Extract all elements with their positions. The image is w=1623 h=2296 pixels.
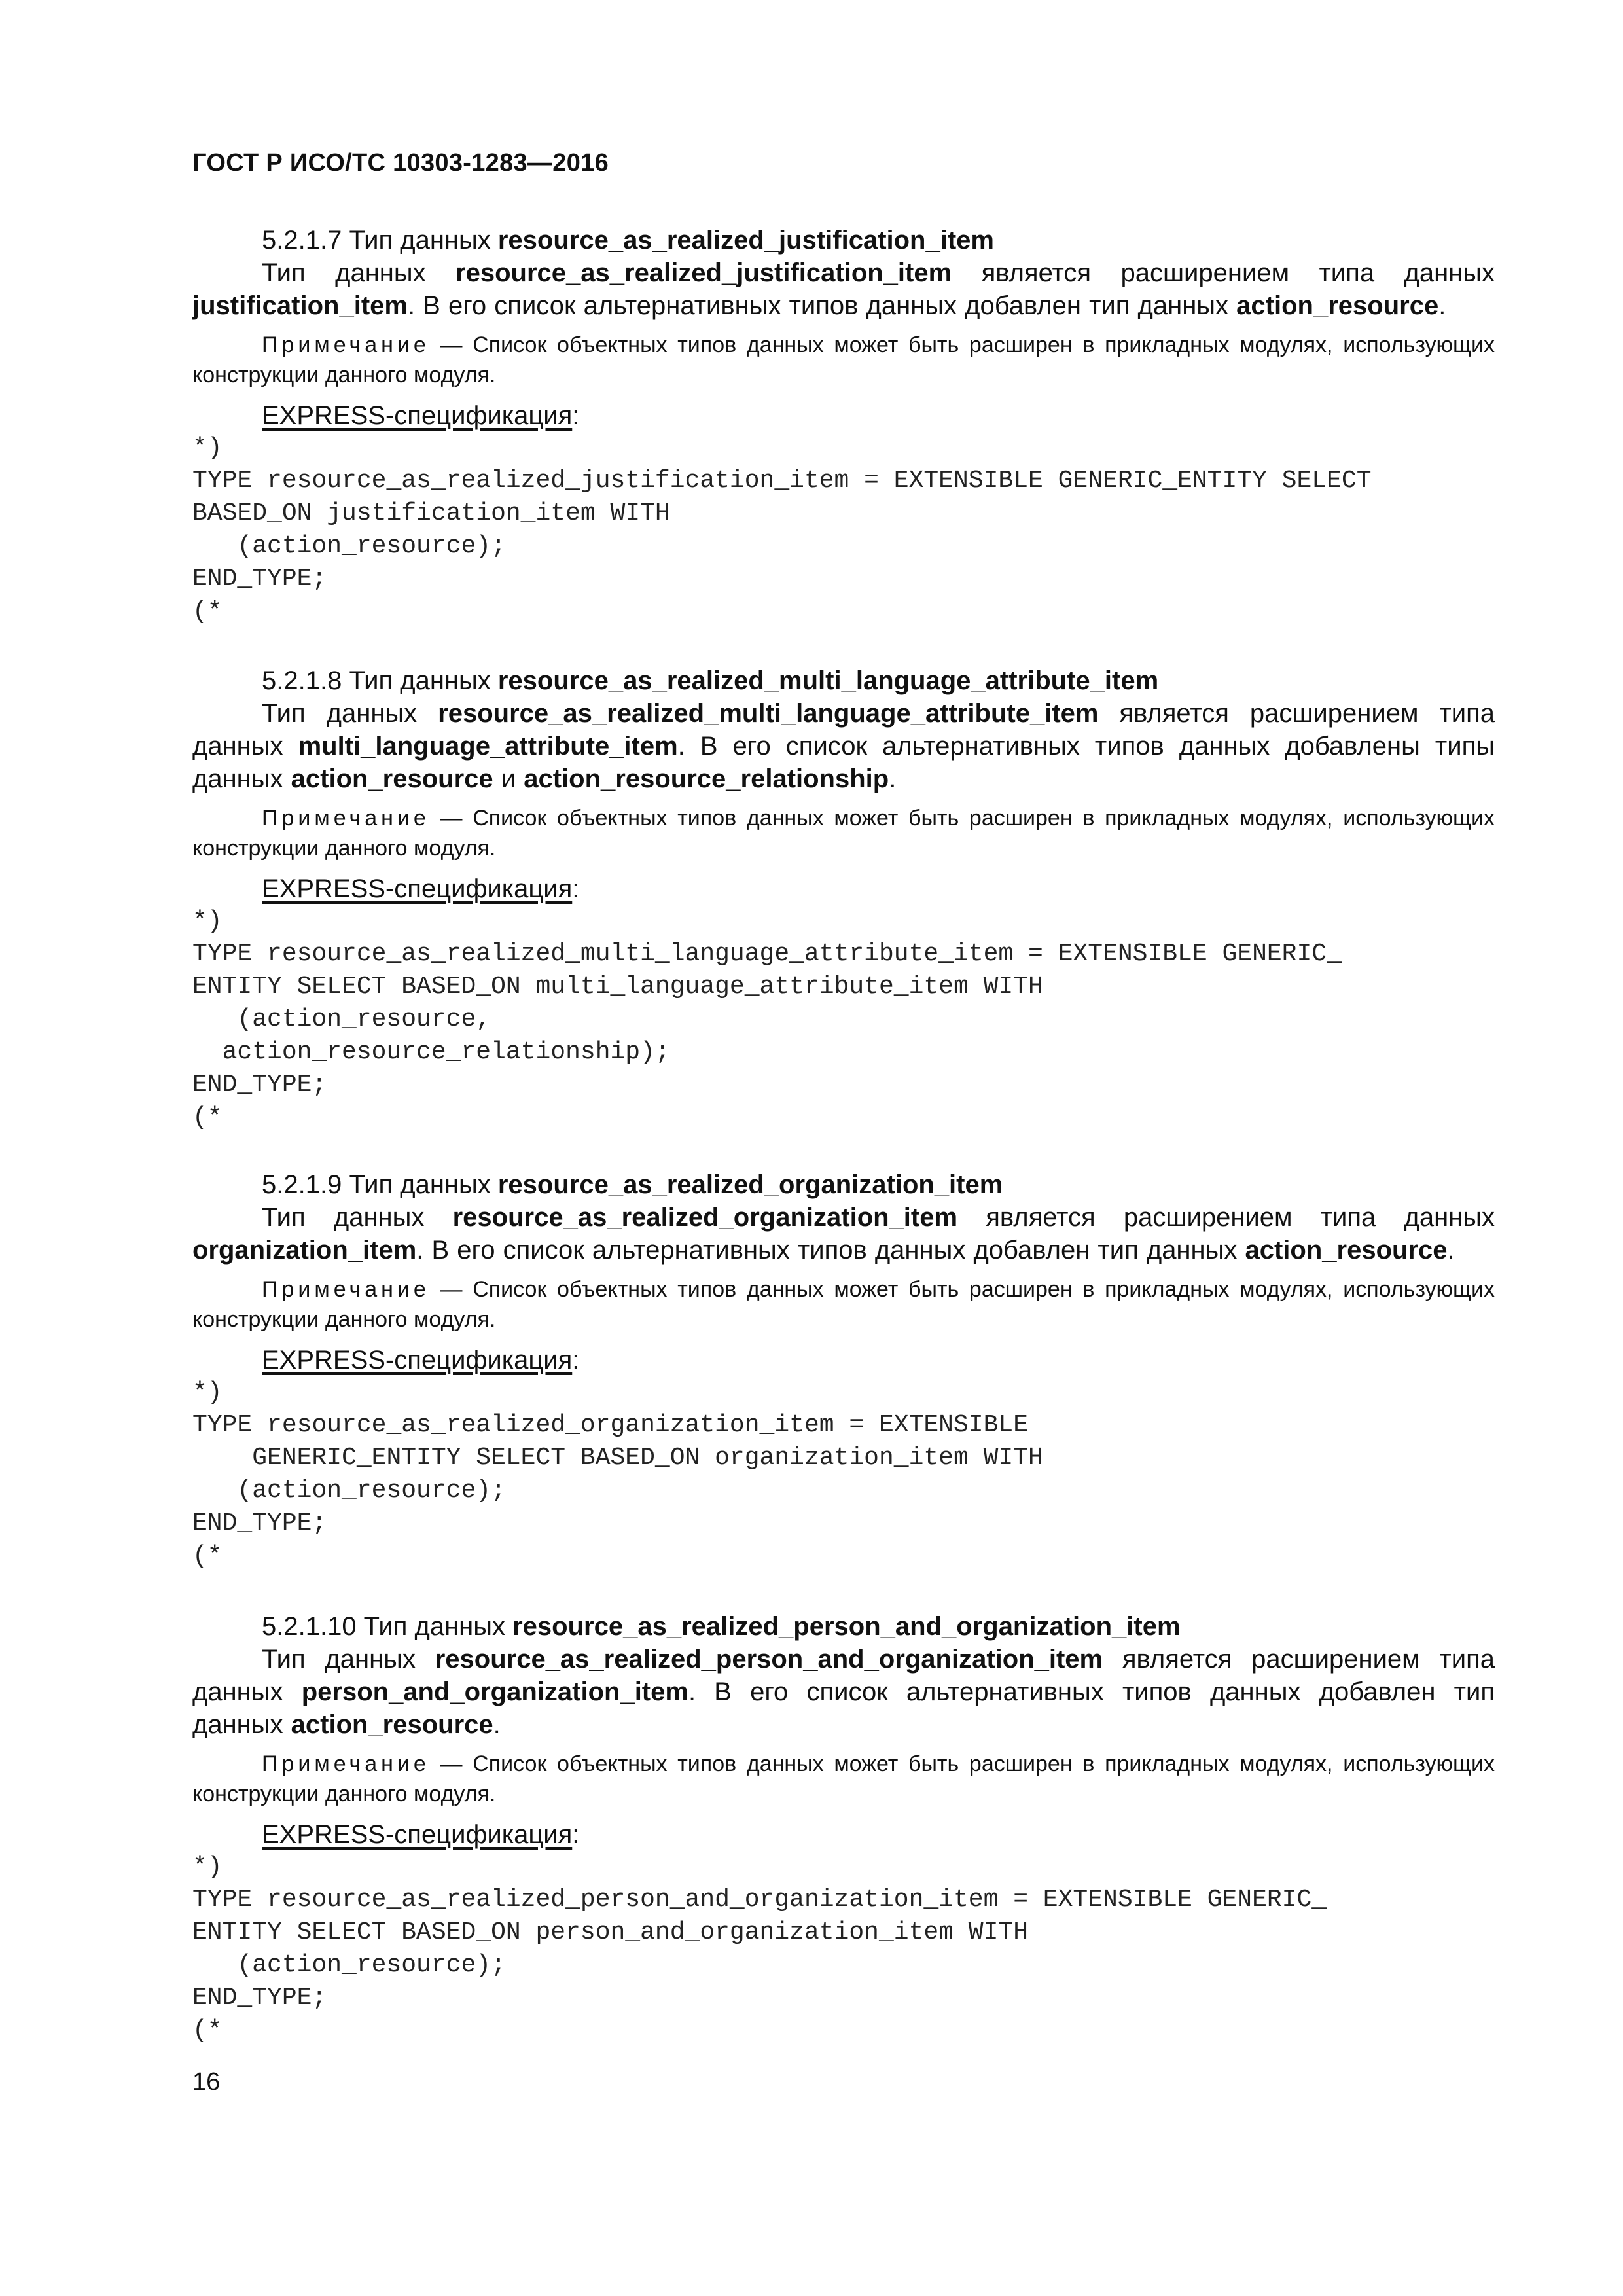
page-number: 16: [192, 2068, 221, 2096]
section-heading: 5.2.1.10 Тип данных resource_as_realized_person_and_organization_item: [262, 1612, 1181, 1641]
section-heading: 5.2.1.7 Тип данных resource_as_realized_justification_item: [262, 226, 994, 255]
note: Примечание — Список объектных типов данных может быть расширен в прикладных модулях, использующих конструкции данного модуля.: [192, 1751, 1495, 1806]
express-spec-label: EXPRESS-спецификация:: [262, 874, 580, 903]
express-code-block: *) TYPE resource_as_realized_person_and_organization_item = EXTENSIBLE GENERIC_ ENTITY SELECT BASED_ON person_and_organization_item WITH (action_resource); END_TYPE; (*: [192, 1853, 1327, 2045]
section-paragraph: Тип данных resource_as_realized_organization_item является расширением типа данных organization_item. В его список альтернативных типов данных добавлен тип данных action_resource.: [192, 1203, 1495, 1265]
express-spec-label: EXPRESS-спецификация:: [262, 401, 580, 430]
note: Примечание — Список объектных типов данных может быть расширен в прикладных модулях, использующих конструкции данного модуля.: [192, 332, 1495, 387]
note: Примечание — Список объектных типов данных может быть расширен в прикладных модулях, использующих конструкции данного модуля.: [192, 1277, 1495, 1332]
express-code-block: *) TYPE resource_as_realized_justification_item = EXTENSIBLE GENERIC_ENTITY SELECT BASED_ON justification_item WITH (action_resource); END_TYPE; (*: [192, 434, 1372, 626]
express-spec-label: EXPRESS-спецификация:: [262, 1346, 580, 1374]
section-heading: 5.2.1.9 Тип данных resource_as_realized_organization_item: [262, 1170, 1003, 1199]
section-5-2-1-7: [192, 224, 1495, 628]
express-code-block: *) TYPE resource_as_realized_multi_language_attribute_item = EXTENSIBLE GENERIC_ ENTITY SELECT BASED_ON multi_language_attribute_item WITH (action_resource, action_resource_relationship); END_TYPE; (*: [192, 907, 1342, 1132]
section-5-2-1-8: [192, 664, 1495, 1134]
section-paragraph: Тип данных resource_as_realized_multi_language_attribute_item является расширением типа данных multi_language_attribute_item. В его список альтернативных типов данных добавлены типы данных action_resource и action_resource_relationship.: [192, 699, 1495, 793]
section-5-2-1-10: [192, 1610, 1495, 2047]
note: Примечание — Список объектных типов данных может быть расширен в прикладных модулях, использующих конструкции данного модуля.: [192, 806, 1495, 861]
section-heading: 5.2.1.8 Тип данных resource_as_realized_multi_language_attribute_item: [262, 666, 1159, 695]
page-header: ГОСТ Р ИСО/ТС 10303-1283—2016: [192, 149, 609, 177]
section-5-2-1-9: [192, 1168, 1495, 1573]
section-paragraph: Тип данных resource_as_realized_person_and_organization_item является расширением типа данных person_and_organization_item. В его список альтернативных типов данных добавлен тип данных action_resource.: [192, 1645, 1495, 1739]
section-paragraph: Тип данных resource_as_realized_justification_item является расширением типа данных justification_item. В его список альтернативных типов данных добавлен тип данных action_resource.: [192, 259, 1495, 320]
express-code-block: *) TYPE resource_as_realized_organization_item = EXTENSIBLE GENERIC_ENTITY SELECT BASED_ON organization_item WITH (action_resource); END_TYPE; (*: [192, 1378, 1043, 1570]
express-spec-label: EXPRESS-спецификация:: [262, 1820, 580, 1849]
